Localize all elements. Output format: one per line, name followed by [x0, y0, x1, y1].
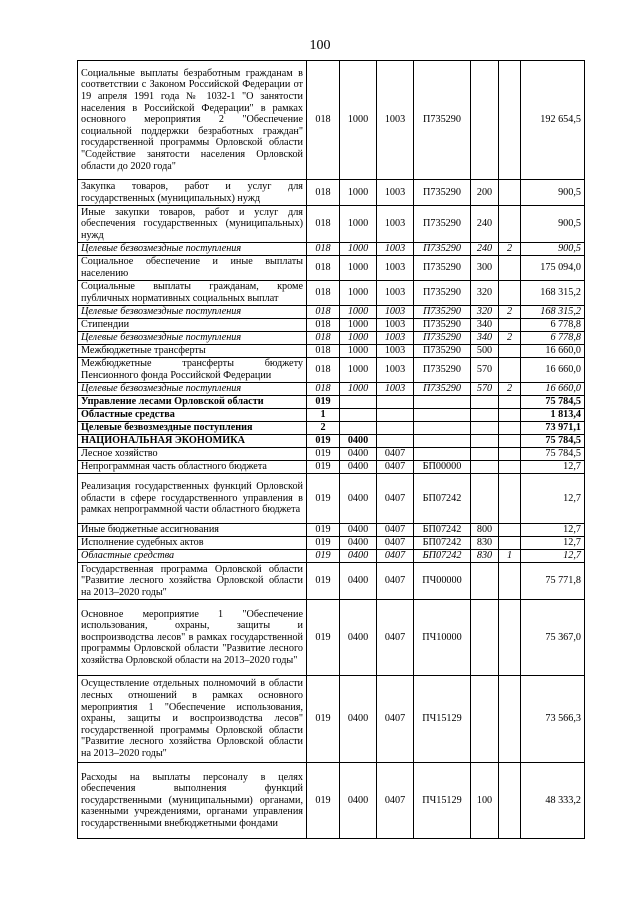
ved-code: 019 [307, 524, 340, 537]
table-row [78, 524, 585, 537]
amount: 12,7 [521, 461, 585, 474]
row-name: Целевые безвозмездные поступления [78, 243, 307, 256]
source-code: 2 [499, 243, 521, 256]
table-row [78, 409, 585, 422]
table-row [78, 358, 585, 383]
target-article-code: БП07242 [414, 474, 471, 524]
source-code [499, 435, 521, 448]
table-row [78, 537, 585, 550]
target-article-code: П735290 [414, 243, 471, 256]
table-row [78, 396, 585, 409]
subsection-code: 0407 [377, 763, 414, 839]
table-row [78, 281, 585, 306]
subsection-code [377, 435, 414, 448]
subsection-code [377, 409, 414, 422]
section-code: 0400 [340, 537, 377, 550]
section-code: 1000 [340, 345, 377, 358]
expense-type-code [471, 409, 499, 422]
table-row [78, 243, 585, 256]
expense-type-code: 240 [471, 206, 499, 243]
table-row [78, 306, 585, 319]
amount: 12,7 [521, 550, 585, 563]
expense-type-code [471, 600, 499, 676]
subsection-code: 0407 [377, 563, 414, 600]
section-code: 0400 [340, 676, 377, 763]
target-article-code: П735290 [414, 319, 471, 332]
amount: 192 654,5 [521, 61, 585, 180]
ved-code: 019 [307, 676, 340, 763]
amount: 75 784,5 [521, 435, 585, 448]
amount: 73 566,3 [521, 676, 585, 763]
section-code: 0400 [340, 563, 377, 600]
amount: 900,5 [521, 206, 585, 243]
subsection-code: 1003 [377, 358, 414, 383]
row-name: Государственная программа Орловской области "Развитие лесного хозяйства Орловской области на 2013–2020 годы" [78, 563, 307, 600]
source-code [499, 319, 521, 332]
amount: 12,7 [521, 474, 585, 524]
subsection-code: 0407 [377, 448, 414, 461]
amount: 175 094,0 [521, 256, 585, 281]
source-code: 1 [499, 550, 521, 563]
target-article-code: ПЧ15129 [414, 676, 471, 763]
target-article-code [414, 422, 471, 435]
source-code [499, 409, 521, 422]
section-code: 1000 [340, 61, 377, 180]
amount: 1 813,4 [521, 409, 585, 422]
section-code: 0400 [340, 550, 377, 563]
amount: 48 333,2 [521, 763, 585, 839]
source-code [499, 61, 521, 180]
target-article-code: П735290 [414, 206, 471, 243]
section-code: 1000 [340, 243, 377, 256]
target-article-code [414, 409, 471, 422]
expense-type-code: 200 [471, 180, 499, 206]
source-code [499, 206, 521, 243]
subsection-code: 1003 [377, 256, 414, 281]
ved-code: 019 [307, 537, 340, 550]
table-row [78, 763, 585, 839]
expense-type-code [471, 474, 499, 524]
expense-type-code: 340 [471, 332, 499, 345]
row-name: Лесное хозяйство [78, 448, 307, 461]
expense-type-code: 320 [471, 281, 499, 306]
subsection-code: 1003 [377, 383, 414, 396]
table-row [78, 600, 585, 676]
subsection-code: 0407 [377, 676, 414, 763]
row-name: Целевые безвозмездные поступления [78, 383, 307, 396]
table-row [78, 422, 585, 435]
row-name: Целевые безвозмездные поступления [78, 306, 307, 319]
expense-type-code: 830 [471, 537, 499, 550]
ved-code: 1 [307, 409, 340, 422]
target-article-code: БП07242 [414, 537, 471, 550]
table-row [78, 550, 585, 563]
ved-code: 019 [307, 600, 340, 676]
row-name: НАЦИОНАЛЬНАЯ ЭКОНОМИКА [78, 435, 307, 448]
row-name: Осуществление отдельных полномочий в области лесных отношений в рамках основного мероприятия 1 "Обеспечение использования, охраны, защиты и воспроизводства лесов" государственной программы Орловской области "Развитие лесного хозяйства Орловской области на 2013–2020 годы" [78, 676, 307, 763]
amount: 16 660,0 [521, 358, 585, 383]
amount: 75 771,8 [521, 563, 585, 600]
table-row [78, 461, 585, 474]
table-row [78, 676, 585, 763]
section-code [340, 422, 377, 435]
source-code [499, 537, 521, 550]
target-article-code: БП00000 [414, 461, 471, 474]
target-article-code: ПЧ15129 [414, 763, 471, 839]
subsection-code: 0407 [377, 537, 414, 550]
table-row [78, 256, 585, 281]
target-article-code: П735290 [414, 383, 471, 396]
ved-code: 018 [307, 206, 340, 243]
expense-type-code: 340 [471, 319, 499, 332]
source-code [499, 676, 521, 763]
source-code [499, 763, 521, 839]
section-code: 1000 [340, 206, 377, 243]
budget-table [77, 60, 585, 839]
subsection-code: 1003 [377, 281, 414, 306]
row-name: Иные бюджетные ассигнования [78, 524, 307, 537]
table-row [78, 345, 585, 358]
amount: 12,7 [521, 524, 585, 537]
subsection-code: 1003 [377, 61, 414, 180]
target-article-code: П735290 [414, 281, 471, 306]
ved-code: 018 [307, 61, 340, 180]
row-name: Целевые безвозмездные поступления [78, 332, 307, 345]
subsection-code: 0407 [377, 600, 414, 676]
ved-code: 018 [307, 180, 340, 206]
subsection-code: 1003 [377, 243, 414, 256]
section-code: 0400 [340, 448, 377, 461]
ved-code: 018 [307, 243, 340, 256]
subsection-code [377, 396, 414, 409]
subsection-code: 0407 [377, 461, 414, 474]
source-code [499, 448, 521, 461]
target-article-code: П735290 [414, 306, 471, 319]
subsection-code: 0407 [377, 474, 414, 524]
source-code [499, 281, 521, 306]
section-code: 0400 [340, 474, 377, 524]
section-code: 1000 [340, 306, 377, 319]
amount: 75 784,5 [521, 448, 585, 461]
source-code [499, 345, 521, 358]
amount: 900,5 [521, 243, 585, 256]
ved-code: 019 [307, 396, 340, 409]
amount: 16 660,0 [521, 345, 585, 358]
section-code: 1000 [340, 332, 377, 345]
ved-code: 018 [307, 319, 340, 332]
table-row [78, 383, 585, 396]
ved-code: 018 [307, 383, 340, 396]
expense-type-code: 570 [471, 358, 499, 383]
source-code: 2 [499, 306, 521, 319]
expense-type-code: 500 [471, 345, 499, 358]
subsection-code: 1003 [377, 332, 414, 345]
table-row [78, 319, 585, 332]
expense-type-code: 300 [471, 256, 499, 281]
subsection-code: 1003 [377, 206, 414, 243]
row-name: Целевые безвозмездные поступления [78, 422, 307, 435]
target-article-code: П735290 [414, 61, 471, 180]
target-article-code: П735290 [414, 358, 471, 383]
target-article-code: П735290 [414, 345, 471, 358]
amount: 75 784,5 [521, 396, 585, 409]
expense-type-code: 320 [471, 306, 499, 319]
section-code: 1000 [340, 319, 377, 332]
target-article-code [414, 435, 471, 448]
ved-code: 019 [307, 435, 340, 448]
table-row [78, 563, 585, 600]
row-name: Управление лесами Орловской области [78, 396, 307, 409]
table-row [78, 61, 585, 180]
ved-code: 018 [307, 306, 340, 319]
expense-type-code: 570 [471, 383, 499, 396]
ved-code: 018 [307, 345, 340, 358]
target-article-code: БП07242 [414, 550, 471, 563]
source-code [499, 600, 521, 676]
table-row [78, 448, 585, 461]
source-code: 2 [499, 383, 521, 396]
source-code [499, 256, 521, 281]
expense-type-code: 240 [471, 243, 499, 256]
row-name: Социальные выплаты гражданам, кроме публичных нормативных социальных выплат [78, 281, 307, 306]
row-name: Закупка товаров, работ и услуг для государственных (муниципальных) нужд [78, 180, 307, 206]
source-code [499, 524, 521, 537]
target-article-code: П735290 [414, 332, 471, 345]
page-number: 100 [309, 38, 331, 53]
expense-type-code: 830 [471, 550, 499, 563]
source-code: 2 [499, 332, 521, 345]
target-article-code: ПЧ00000 [414, 563, 471, 600]
row-name: Непрограммная часть областного бюджета [78, 461, 307, 474]
row-name: Стипендии [78, 319, 307, 332]
section-code: 1000 [340, 383, 377, 396]
ved-code: 019 [307, 563, 340, 600]
section-code: 0400 [340, 435, 377, 448]
subsection-code: 1003 [377, 180, 414, 206]
section-code: 0400 [340, 600, 377, 676]
ved-code: 019 [307, 461, 340, 474]
source-code [499, 461, 521, 474]
row-name: Исполнение судебных актов [78, 537, 307, 550]
section-code: 0400 [340, 524, 377, 537]
row-name: Расходы на выплаты персоналу в целях обеспечения выполнения функций государственными (муниципальными) органами, казенными учреждениями, органами управления государственными внебюджетными фондами [78, 763, 307, 839]
ved-code: 018 [307, 332, 340, 345]
source-code [499, 358, 521, 383]
target-article-code: П735290 [414, 256, 471, 281]
source-code [499, 474, 521, 524]
target-article-code: П735290 [414, 180, 471, 206]
ved-code: 018 [307, 256, 340, 281]
subsection-code: 0407 [377, 524, 414, 537]
row-name: Областные средства [78, 550, 307, 563]
ved-code: 019 [307, 550, 340, 563]
amount: 73 971,1 [521, 422, 585, 435]
section-code [340, 396, 377, 409]
row-name: Межбюджетные трансферты бюджету Пенсионного фонда Российской Федерации [78, 358, 307, 383]
source-code [499, 563, 521, 600]
amount: 75 367,0 [521, 600, 585, 676]
amount: 6 778,8 [521, 319, 585, 332]
source-code [499, 422, 521, 435]
table-row [78, 332, 585, 345]
section-code: 1000 [340, 281, 377, 306]
ved-code: 018 [307, 358, 340, 383]
row-name: Социальные выплаты безработным гражданам в соответствии с Законом Российской Федерации от 19 апреля 1991 года № 1032-1 "О занятости населения в Российской Федерации" в рамках основного мероприятия 2 "Обеспечение социальной поддержки безработных граждан" государственной программы Орловской области "Содействие занятости населения Орловской области до 2020 года" [78, 61, 307, 180]
section-code: 1000 [340, 358, 377, 383]
expense-type-code [471, 435, 499, 448]
subsection-code: 0407 [377, 550, 414, 563]
ved-code: 019 [307, 448, 340, 461]
row-name: Реализация государственных функций Орловской области в сфере государственного управления в рамках непрограммной части областного бюджета [78, 474, 307, 524]
expense-type-code: 800 [471, 524, 499, 537]
expense-type-code [471, 61, 499, 180]
row-name: Межбюджетные трансферты [78, 345, 307, 358]
expense-type-code [471, 461, 499, 474]
amount: 168 315,2 [521, 306, 585, 319]
amount: 16 660,0 [521, 383, 585, 396]
subsection-code [377, 422, 414, 435]
expense-type-code: 100 [471, 763, 499, 839]
row-name: Социальное обеспечение и иные выплаты населению [78, 256, 307, 281]
section-code: 1000 [340, 256, 377, 281]
expense-type-code [471, 563, 499, 600]
table-row [78, 435, 585, 448]
source-code [499, 180, 521, 206]
subsection-code: 1003 [377, 306, 414, 319]
amount: 6 778,8 [521, 332, 585, 345]
target-article-code [414, 448, 471, 461]
subsection-code: 1003 [377, 345, 414, 358]
target-article-code: ПЧ10000 [414, 600, 471, 676]
ved-code: 019 [307, 474, 340, 524]
expense-type-code [471, 676, 499, 763]
ved-code: 019 [307, 763, 340, 839]
table-row [78, 206, 585, 243]
expense-type-code [471, 448, 499, 461]
section-code: 1000 [340, 180, 377, 206]
row-name: Иные закупки товаров, работ и услуг для обеспечения государственных (муниципальных) нужд [78, 206, 307, 243]
amount: 12,7 [521, 537, 585, 550]
amount: 900,5 [521, 180, 585, 206]
row-name: Областные средства [78, 409, 307, 422]
subsection-code: 1003 [377, 319, 414, 332]
target-article-code [414, 396, 471, 409]
source-code [499, 396, 521, 409]
table-row [78, 474, 585, 524]
expense-type-code [471, 422, 499, 435]
ved-code: 2 [307, 422, 340, 435]
ved-code: 018 [307, 281, 340, 306]
section-code: 0400 [340, 461, 377, 474]
expense-type-code [471, 396, 499, 409]
amount: 168 315,2 [521, 281, 585, 306]
table-row [78, 180, 585, 206]
row-name: Основное мероприятие 1 "Обеспечение использования, охраны, защиты и воспроизводства лесов" в рамках государственной программы Орловской области "Развитие лесного хозяйства Орловской области на 2013–2020 годы" [78, 600, 307, 676]
section-code [340, 409, 377, 422]
target-article-code: БП07242 [414, 524, 471, 537]
section-code: 0400 [340, 763, 377, 839]
